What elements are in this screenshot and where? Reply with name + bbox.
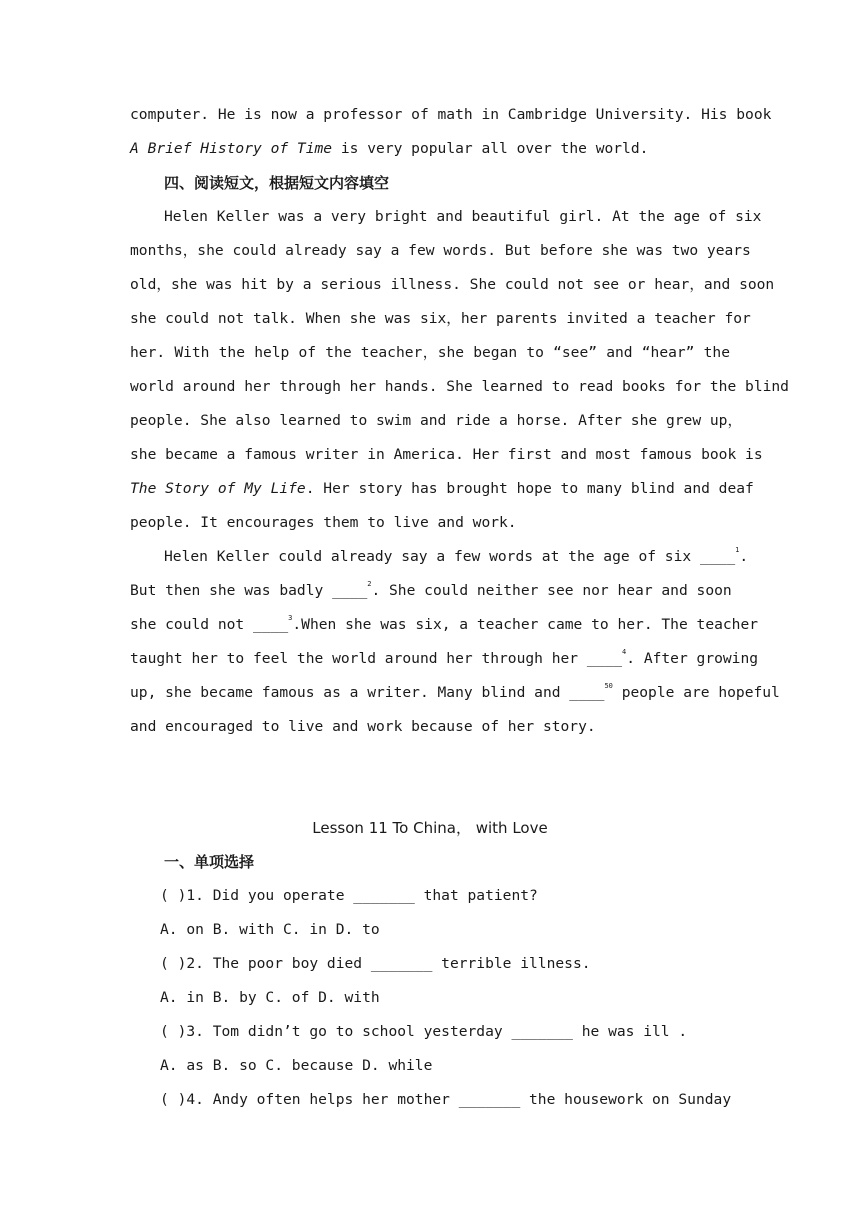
passage-line: old，she was hit by a serious illness. She could not see or hear，and soon — [130, 276, 775, 293]
blank-number: 50 — [604, 682, 613, 690]
section-heading: 四、阅读短文，根据短文内容填空 — [164, 174, 390, 192]
question-line: ( )2. The poor boy died _______ terrible illness. — [160, 955, 591, 972]
section-heading: 一、单项选择 — [164, 853, 255, 871]
passage-line: Helen Keller was a very bright and beautiful girl. At the age of six — [164, 208, 762, 225]
summary-text: But then she was badly ____ — [130, 582, 368, 599]
summary-text: . She could neither see nor hear and soon — [371, 582, 732, 599]
passage-line: computer. He is now a professor of math in Cambridge University. His book — [130, 106, 772, 123]
summary-line — [130, 608, 759, 642]
summary-text: up, she became famous as a writer. Many blind and ____ — [130, 684, 605, 701]
question-line: ( )3. Tom didn’t go to school yesterday _______ he was ill . — [160, 1023, 688, 1040]
summary-text: . After growing — [626, 650, 759, 667]
summary-line: and encouraged to live and work because of her story. — [130, 718, 596, 735]
passage-line — [130, 132, 730, 166]
passage-line-rest: . Her story has brought hope to many blind and deaf — [305, 480, 754, 497]
summary-text: taught her to feel the world around her through her ____ — [130, 650, 623, 667]
blank-number: 1 — [735, 546, 740, 554]
book-title: The Story of My Life — [130, 480, 306, 497]
summary-text: Helen Keller could already say a few words at the age of six ____ — [164, 548, 736, 565]
lesson-title: Lesson 11 To China， with Love — [312, 819, 548, 837]
passage-line: people. It encourages them to live and work. — [130, 514, 517, 531]
question-line: ( )4. Andy often helps her mother _______ the housework on Sunday — [160, 1091, 732, 1108]
options-line: A. in B. by C. of D. with — [160, 989, 380, 1006]
passage-line: she could not talk. When she was six，her parents invited a teacher for — [130, 310, 751, 327]
passage-line: world around her through her hands. She learned to read books for the blind — [130, 378, 789, 395]
question-line: ( )1. Did you operate _______ that patient? — [160, 887, 538, 904]
summary-text: .When she was six, a teacher came to her. The teacher — [292, 616, 759, 633]
book-title: A Brief History of Time — [130, 140, 333, 157]
options-line: A. on B. with C. in D. to — [160, 921, 380, 938]
blank-number: 4 — [622, 648, 627, 656]
passage-line: her. With the help of the teacher，she began to “see” and “hear” the — [130, 344, 730, 361]
options-line: A. as B. so C. because D. while — [160, 1057, 433, 1074]
blank-number: 2 — [367, 580, 372, 588]
passage-line — [130, 472, 754, 506]
summary-line — [130, 676, 780, 710]
passage-line: months，she could already say a few words. But before she was two years — [130, 242, 751, 259]
passage-line-rest: is very popular all over the world. — [340, 140, 649, 157]
passage-line: she became a famous writer in America. Her first and most famous book is — [130, 446, 763, 463]
passage-line: people. She also learned to swim and ride a horse. After she grew up， — [130, 412, 743, 429]
summary-line — [130, 574, 730, 608]
summary-text: people are hopeful — [612, 684, 780, 701]
summary-text: . — [739, 548, 749, 565]
summary-text: she could not ____ — [130, 616, 289, 633]
blank-number: 3 — [288, 614, 293, 622]
summary-line — [164, 540, 749, 574]
summary-line — [130, 642, 759, 676]
